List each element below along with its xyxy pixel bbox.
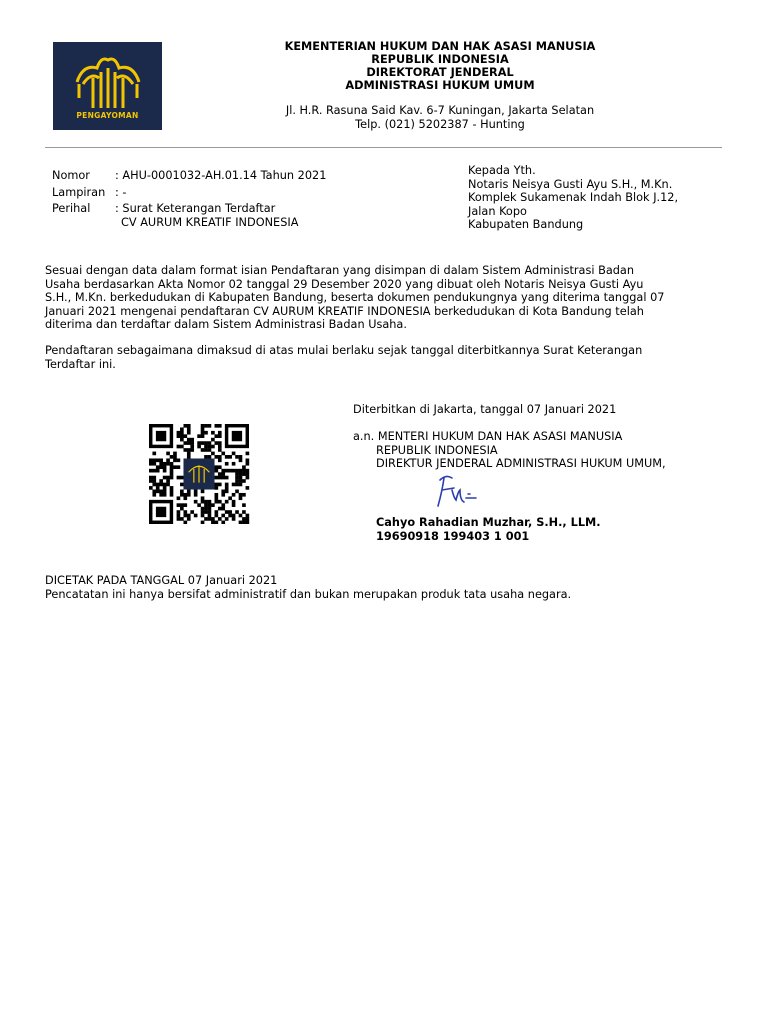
country-name: REPUBLIK INDONESIA xyxy=(371,53,509,66)
paragraph-line: Sesuai dengan data dalam format isian Pendaftaran yang disimpan di dalam Sistem Administrasi Badan xyxy=(45,264,635,277)
pengayoman-logo xyxy=(53,42,162,130)
letterhead-title xyxy=(230,40,650,92)
paragraph-line: Pendaftaran sebagaimana dimaksud di atas mulai berlaku sejak tanggal diterbitkannya Surat Keterangan xyxy=(45,344,643,357)
lampiran-label: Lampiran xyxy=(52,185,106,199)
paragraph-line: Usaha berdasarkan Akta Nomor 02 tanggal 29 Desember 2020 yang dibuat oleh Notaris Neisya Gusti Ayu xyxy=(45,277,644,291)
recipient-greeting: Kepada Yth. xyxy=(468,164,536,177)
nomor-value: : AHU-0001032-AH.01.14 Tahun 2021 xyxy=(115,169,327,182)
letter-meta xyxy=(52,168,326,231)
qr-code-icon xyxy=(138,424,261,524)
perihal-company: CV AURUM KREATIF INDONESIA xyxy=(121,215,299,229)
header-divider xyxy=(45,147,722,148)
qr-code xyxy=(138,424,261,524)
on-behalf-line-2: REPUBLIK INDONESIA xyxy=(376,443,498,457)
recipient-address-1: Komplek Sukamenak Indah Blok J.12, xyxy=(468,191,679,204)
handwritten-signature-icon xyxy=(432,472,482,508)
on-behalf-line-1: a.n. MENTERI HUKUM DAN HAK ASASI MANUSIA xyxy=(353,430,623,443)
body-paragraph-2 xyxy=(45,344,725,371)
recipient-address-2: Jalan Kopo xyxy=(468,204,527,218)
paragraph-line: S.H., M.Kn. berkedudukan di Kabupaten Bandung, beserta dokumen pendukungnya yang diterima tanggal 07 xyxy=(45,291,665,304)
printed-date: DICETAK PADA TANGGAL 07 Januari 2021 xyxy=(45,574,278,587)
letterhead-address xyxy=(230,104,650,132)
footer-notes xyxy=(45,574,571,601)
disclaimer: Pencatatan ini hanya bersifat administratif dan bukan merupakan produk tata usaha negara. xyxy=(45,587,572,601)
lampiran-value: : - xyxy=(115,185,127,199)
phone-line: Telp. (021) 5202387 - Hunting xyxy=(355,118,525,131)
paragraph-line: Terdaftar ini. xyxy=(45,357,116,371)
issued-place-date: Diterbitkan di Jakarta, tanggal 07 Januari 2021 xyxy=(353,403,617,416)
recipient-name: Notaris Neisya Gusti Ayu S.H., M.Kn. xyxy=(468,177,673,191)
paragraph-line: Januari 2021 mengenai pendaftaran CV AURUM KREATIF INDONESIA berkedudukan di Kota Bandung telah xyxy=(45,304,644,318)
nomor-label: Nomor xyxy=(52,169,90,182)
recipient-block xyxy=(468,164,678,232)
ministry-name: KEMENTERIAN HUKUM DAN HAK ASASI MANUSIA xyxy=(284,40,596,53)
on-behalf-line-3: DIREKTUR JENDERAL ADMINISTRASI HUKUM UMUM, xyxy=(376,457,666,470)
body-paragraph-1 xyxy=(45,264,725,332)
signer-nip: 19690918 199403 1 001 xyxy=(376,530,530,543)
logo-label: PENGAYOMAN xyxy=(76,111,139,120)
signer-name: Cahyo Rahadian Muzhar, S.H., LLM. xyxy=(376,516,601,529)
address-line: Jl. H.R. Rasuna Said Kav. 6-7 Kuningan, Jakarta Selatan xyxy=(285,104,595,117)
perihal-value: : Surat Keterangan Terdaftar xyxy=(115,202,276,215)
perihal-label: Perihal xyxy=(52,202,91,215)
paragraph-line: diterima dan terdaftar dalam Sistem Administrasi Badan Usaha. xyxy=(45,318,407,331)
recipient-address-3: Kabupaten Bandung xyxy=(468,218,584,231)
on-behalf-block xyxy=(353,430,666,471)
directorate-name: DIREKTORAT JENDERAL xyxy=(366,66,514,79)
signer-block xyxy=(376,516,601,544)
signature xyxy=(432,472,482,511)
directorate-sub: ADMINISTRASI HUKUM UMUM xyxy=(345,79,535,92)
